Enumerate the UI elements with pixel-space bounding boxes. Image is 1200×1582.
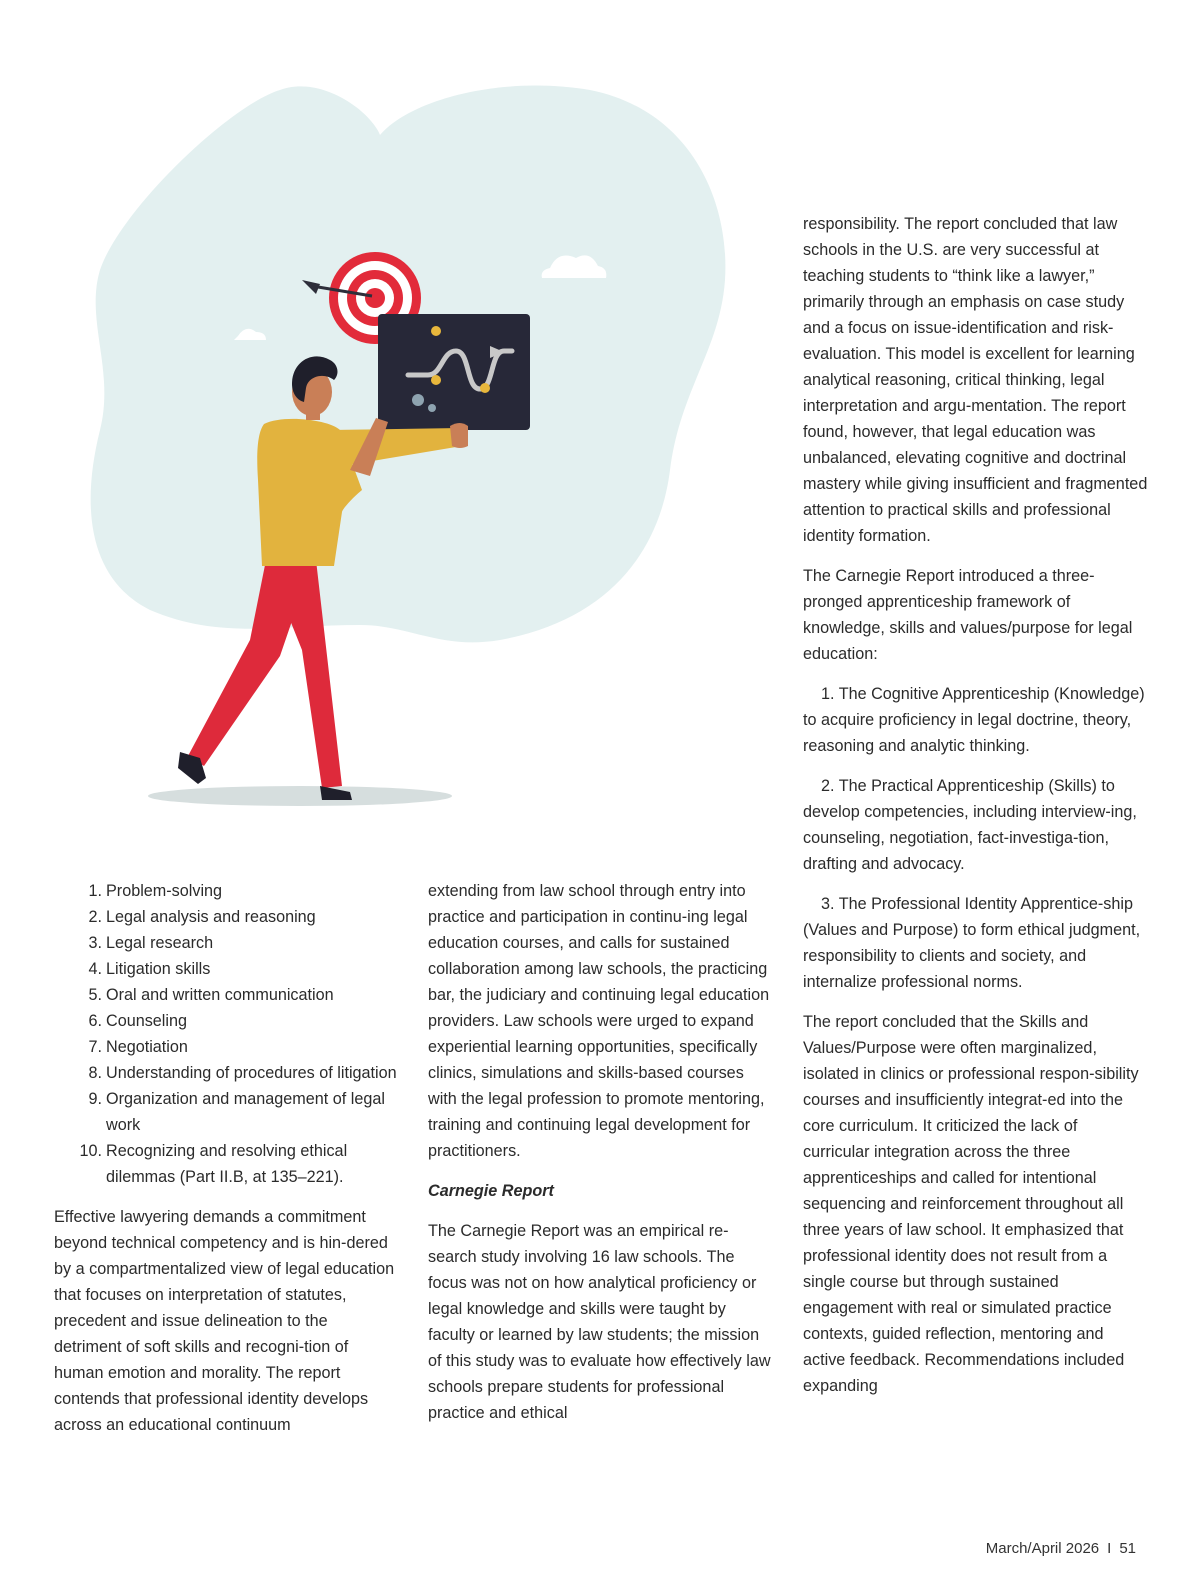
column-left [54, 878, 399, 1452]
list-item: 4. Litigation skills [88, 960, 211, 978]
list-item: 2. Legal analysis and reasoning [88, 908, 316, 926]
page-number: 51 [1119, 1540, 1136, 1557]
paragraph: responsibility. The report concluded that law schools in the U.S. are very successful at teaching students to “think like a lawyer,” primarily through an emphasis on case study and a focus on issue-identification and risk-evaluation. This model is excellent for learning analytical reasoning, critical thinking, legal interpretation and argu-mentation. The report found, however, that legal education was unbalanced, elevating cognitive and doctrinal mastery while giving insufficient and fragmented attention to practical skills and professional identity formation. [803, 215, 1148, 545]
roadmap-board [378, 314, 530, 430]
list-item: 8. Understanding of procedures of litigation [88, 1064, 397, 1082]
list-item: 5. Oral and written communication [88, 986, 334, 1004]
list-item: 9. Organization and management of legal work [88, 1090, 385, 1134]
list-item: 6. Counseling [88, 1012, 187, 1030]
list-item: 10. Recognizing and resolving ethical dilemmas (Part II.B, at 135–221). [79, 1142, 348, 1186]
paragraph: Effective lawyering demands a commitment beyond technical competency and is hin-dered by a compartmentalized view of legal education that focuses on interpretation of statutes, precedent and issue delineation to the detriment of soft skills and recogni-tion of human emotion and morality. The report contends that professional identity develops across an educational continuum [54, 1208, 395, 1434]
column-middle [428, 878, 773, 1440]
issue-date: March/April 2026 [985, 1540, 1100, 1557]
list-item: 1. Problem-solving [88, 882, 223, 900]
page-footer [986, 1540, 1136, 1557]
apprenticeship-item-practical: 2. The Practical Apprenticeship (Skills) to develop competencies, including interview-ing, counseling, negotiation, fact-investiga-tion, drafting and advocacy. [803, 777, 1137, 873]
paragraph: The Carnegie Report was an empirical re-search study involving 16 law schools. The focus was not on how analytical proficiency or legal knowledge and skills were taught by faculty or learned by law students; the mission of this study was to evaluate how effectively law schools prepare students for professional practice and ethical [428, 1222, 771, 1422]
ground-shadow [148, 786, 452, 806]
paragraph: extending from law school through entry into practice and participation in continu-ing legal education courses, and calls for sustained collaboration among law schools, the practicing bar, the judiciary and continuing legal education providers. Law schools were urged to expand experiential learning opportunities, specifically clinics, simulations and skills-based courses with the legal profession to promote mentoring, training and continuing legal development for practitioners. [428, 882, 770, 1160]
skills-list [54, 878, 399, 1190]
column-right [803, 211, 1148, 1413]
section-heading: Carnegie Report [428, 1182, 554, 1200]
list-item: 3. Legal research [88, 934, 214, 952]
hero-illustration [80, 80, 760, 820]
list-item: 7. Negotiation [88, 1038, 188, 1056]
footer-separator: I [1107, 1540, 1112, 1557]
paragraph: The Carnegie Report introduced a three-pronged apprenticeship framework of knowledge, skills and values/purpose for legal education: [803, 567, 1133, 663]
apprenticeship-item-professional-identity: 3. The Professional Identity Apprentice-ship (Values and Purpose) to form ethical judgment, responsibility to clients and society, and internalize professional norms. [803, 895, 1141, 991]
paragraph: The report concluded that the Skills and Values/Purpose were often marginalized, isolated in clinics or professional respon-sibility courses and insufficiently integrat-ed into the core curriculum. It criticized the lack of curricular integration across the three apprenticeships and called for intentional sequencing and reinforcement throughout all three years of law school. It emphasized that professional identity does not result from a single course but through sustained engagement with real or simulated practice contexts, guided reflection, mentoring and active feedback. Recommendations included expanding [803, 1013, 1139, 1395]
apprenticeship-item-cognitive: 1. The Cognitive Apprenticeship (Knowledge) to acquire proficiency in legal doctrine, theory, reasoning and analytic thinking. [803, 685, 1145, 755]
